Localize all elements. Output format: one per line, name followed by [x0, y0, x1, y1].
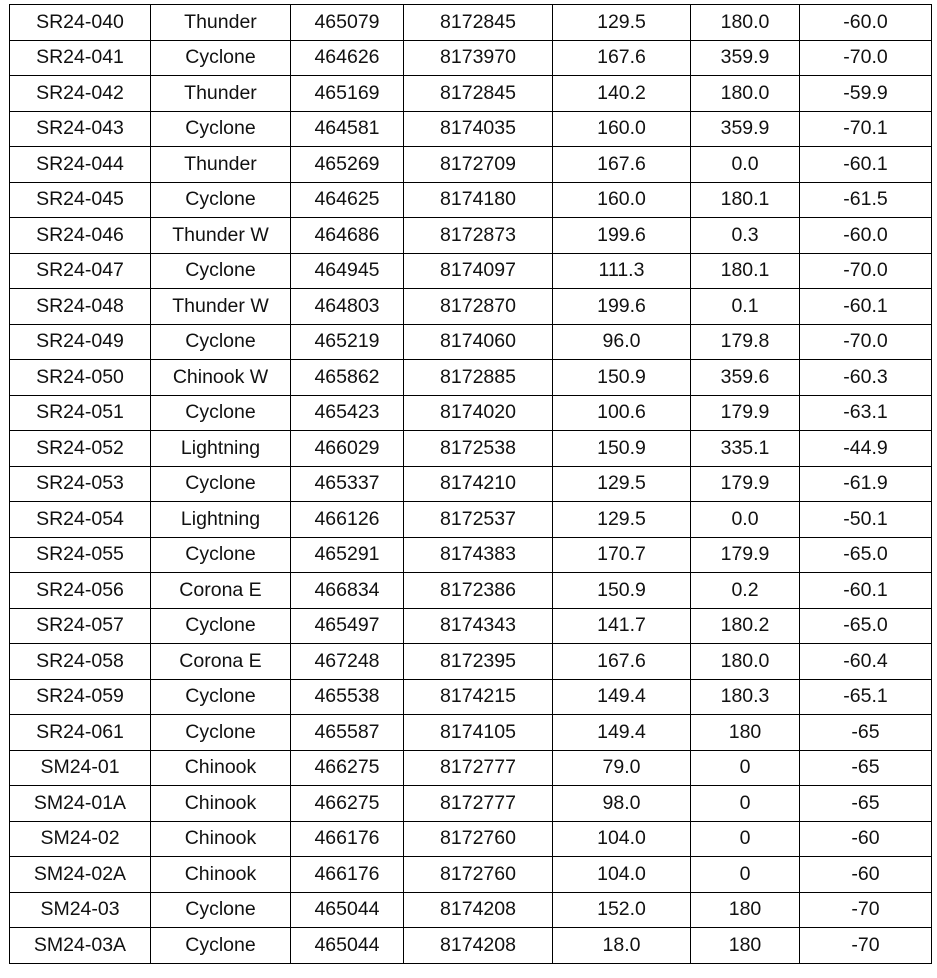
hole-id-cell: SR24-058 — [10, 644, 151, 680]
depth-cell: 140.2 — [553, 76, 691, 112]
hole-id-cell: SM24-03 — [10, 892, 151, 928]
table-row — [10, 182, 932, 218]
easting-cell: 466126 — [291, 502, 404, 538]
easting-cell: 464803 — [291, 289, 404, 325]
easting-cell: 465587 — [291, 715, 404, 751]
hole-id-cell: SR24-056 — [10, 573, 151, 609]
target-cell: Chinook — [151, 786, 291, 822]
target-cell: Chinook — [151, 750, 291, 786]
hole-id-cell: SM24-02A — [10, 857, 151, 893]
table-row — [10, 111, 932, 147]
northing-cell: 8174105 — [404, 715, 553, 751]
table-row — [10, 715, 932, 751]
table-row — [10, 573, 932, 609]
hole-id-cell: SR24-048 — [10, 289, 151, 325]
easting-cell: 465337 — [291, 466, 404, 502]
hole-id-cell: SR24-040 — [10, 5, 151, 41]
target-cell: Cyclone — [151, 324, 291, 360]
drill-hole-table-container — [9, 4, 932, 964]
target-cell: Cyclone — [151, 715, 291, 751]
dip-cell: -60 — [800, 857, 932, 893]
depth-cell: 150.9 — [553, 573, 691, 609]
table-row — [10, 537, 932, 573]
azimuth-cell: 179.8 — [691, 324, 800, 360]
depth-cell: 167.6 — [553, 644, 691, 680]
easting-cell: 465169 — [291, 76, 404, 112]
hole-id-cell: SR24-051 — [10, 395, 151, 431]
hole-id-cell: SR24-052 — [10, 431, 151, 467]
depth-cell: 129.5 — [553, 502, 691, 538]
target-cell: Cyclone — [151, 892, 291, 928]
azimuth-cell: 0 — [691, 821, 800, 857]
azimuth-cell: 0 — [691, 786, 800, 822]
depth-cell: 167.6 — [553, 147, 691, 183]
dip-cell: -50.1 — [800, 502, 932, 538]
table-row — [10, 289, 932, 325]
northing-cell: 8174343 — [404, 608, 553, 644]
hole-id-cell: SM24-03A — [10, 928, 151, 964]
dip-cell: -65 — [800, 750, 932, 786]
depth-cell: 141.7 — [553, 608, 691, 644]
easting-cell: 465219 — [291, 324, 404, 360]
target-cell: Corona E — [151, 644, 291, 680]
northing-cell: 8172870 — [404, 289, 553, 325]
azimuth-cell: 359.9 — [691, 111, 800, 147]
northing-cell: 8174097 — [404, 253, 553, 289]
table-row — [10, 466, 932, 502]
depth-cell: 100.6 — [553, 395, 691, 431]
target-cell: Cyclone — [151, 395, 291, 431]
depth-cell: 79.0 — [553, 750, 691, 786]
azimuth-cell: 0 — [691, 750, 800, 786]
dip-cell: -70.0 — [800, 324, 932, 360]
table-row — [10, 324, 932, 360]
easting-cell: 464945 — [291, 253, 404, 289]
hole-id-cell: SR24-041 — [10, 40, 151, 76]
easting-cell: 464625 — [291, 182, 404, 218]
target-cell: Lightning — [151, 502, 291, 538]
dip-cell: -59.9 — [800, 76, 932, 112]
target-cell: Corona E — [151, 573, 291, 609]
hole-id-cell: SR24-042 — [10, 76, 151, 112]
dip-cell: -60.1 — [800, 573, 932, 609]
target-cell: Chinook W — [151, 360, 291, 396]
easting-cell: 465423 — [291, 395, 404, 431]
table-row — [10, 644, 932, 680]
northing-cell: 8174215 — [404, 679, 553, 715]
depth-cell: 199.6 — [553, 218, 691, 254]
northing-cell: 8174180 — [404, 182, 553, 218]
depth-cell: 104.0 — [553, 821, 691, 857]
table-row — [10, 147, 932, 183]
dip-cell: -70 — [800, 928, 932, 964]
target-cell: Cyclone — [151, 111, 291, 147]
dip-cell: -65.0 — [800, 537, 932, 573]
hole-id-cell: SR24-044 — [10, 147, 151, 183]
azimuth-cell: 180.1 — [691, 182, 800, 218]
azimuth-cell: 0.2 — [691, 573, 800, 609]
table-row — [10, 502, 932, 538]
hole-id-cell: SM24-01A — [10, 786, 151, 822]
table-row — [10, 928, 932, 964]
dip-cell: -44.9 — [800, 431, 932, 467]
azimuth-cell: 180.2 — [691, 608, 800, 644]
target-cell: Cyclone — [151, 253, 291, 289]
table-row — [10, 395, 932, 431]
northing-cell: 8172845 — [404, 5, 553, 41]
table-row — [10, 360, 932, 396]
easting-cell: 465044 — [291, 928, 404, 964]
dip-cell: -65 — [800, 786, 932, 822]
depth-cell: 129.5 — [553, 466, 691, 502]
easting-cell: 465291 — [291, 537, 404, 573]
azimuth-cell: 180 — [691, 928, 800, 964]
dip-cell: -65 — [800, 715, 932, 751]
table-row — [10, 892, 932, 928]
drill-hole-table — [9, 4, 932, 964]
target-cell: Cyclone — [151, 182, 291, 218]
northing-cell: 8172760 — [404, 857, 553, 893]
target-cell: Cyclone — [151, 40, 291, 76]
northing-cell: 8172395 — [404, 644, 553, 680]
depth-cell: 170.7 — [553, 537, 691, 573]
target-cell: Thunder — [151, 5, 291, 41]
northing-cell: 8174210 — [404, 466, 553, 502]
hole-id-cell: SR24-049 — [10, 324, 151, 360]
table-row — [10, 253, 932, 289]
dip-cell: -60.1 — [800, 147, 932, 183]
azimuth-cell: 180.3 — [691, 679, 800, 715]
target-cell: Chinook — [151, 821, 291, 857]
depth-cell: 96.0 — [553, 324, 691, 360]
azimuth-cell: 180 — [691, 715, 800, 751]
easting-cell: 467248 — [291, 644, 404, 680]
azimuth-cell: 0.0 — [691, 502, 800, 538]
easting-cell: 464581 — [291, 111, 404, 147]
azimuth-cell: 0 — [691, 857, 800, 893]
dip-cell: -60.4 — [800, 644, 932, 680]
target-cell: Cyclone — [151, 679, 291, 715]
northing-cell: 8174020 — [404, 395, 553, 431]
hole-id-cell: SR24-046 — [10, 218, 151, 254]
depth-cell: 129.5 — [553, 5, 691, 41]
hole-id-cell: SR24-061 — [10, 715, 151, 751]
azimuth-cell: 180 — [691, 892, 800, 928]
northing-cell: 8172777 — [404, 750, 553, 786]
table-row — [10, 786, 932, 822]
depth-cell: 150.9 — [553, 431, 691, 467]
hole-id-cell: SR24-043 — [10, 111, 151, 147]
hole-id-cell: SR24-055 — [10, 537, 151, 573]
target-cell: Thunder W — [151, 218, 291, 254]
easting-cell: 465538 — [291, 679, 404, 715]
dip-cell: -70.0 — [800, 253, 932, 289]
table-row — [10, 76, 932, 112]
northing-cell: 8174035 — [404, 111, 553, 147]
azimuth-cell: 180.0 — [691, 5, 800, 41]
easting-cell: 465497 — [291, 608, 404, 644]
easting-cell: 465862 — [291, 360, 404, 396]
northing-cell: 8172777 — [404, 786, 553, 822]
azimuth-cell: 179.9 — [691, 395, 800, 431]
northing-cell: 8174383 — [404, 537, 553, 573]
depth-cell: 199.6 — [553, 289, 691, 325]
dip-cell: -65.1 — [800, 679, 932, 715]
azimuth-cell: 0.0 — [691, 147, 800, 183]
azimuth-cell: 0.1 — [691, 289, 800, 325]
azimuth-cell: 359.6 — [691, 360, 800, 396]
depth-cell: 167.6 — [553, 40, 691, 76]
depth-cell: 18.0 — [553, 928, 691, 964]
dip-cell: -60 — [800, 821, 932, 857]
depth-cell: 104.0 — [553, 857, 691, 893]
easting-cell: 465044 — [291, 892, 404, 928]
table-row — [10, 821, 932, 857]
hole-id-cell: SR24-059 — [10, 679, 151, 715]
dip-cell: -61.5 — [800, 182, 932, 218]
table-row — [10, 40, 932, 76]
easting-cell: 466275 — [291, 786, 404, 822]
dip-cell: -61.9 — [800, 466, 932, 502]
target-cell: Thunder — [151, 147, 291, 183]
dip-cell: -70.0 — [800, 40, 932, 76]
easting-cell: 464686 — [291, 218, 404, 254]
hole-id-cell: SR24-054 — [10, 502, 151, 538]
table-row — [10, 5, 932, 41]
hole-id-cell: SR24-045 — [10, 182, 151, 218]
depth-cell: 98.0 — [553, 786, 691, 822]
northing-cell: 8172885 — [404, 360, 553, 396]
hole-id-cell: SR24-050 — [10, 360, 151, 396]
table-row — [10, 750, 932, 786]
azimuth-cell: 180.1 — [691, 253, 800, 289]
depth-cell: 160.0 — [553, 182, 691, 218]
dip-cell: -70 — [800, 892, 932, 928]
table-row — [10, 608, 932, 644]
table-row — [10, 431, 932, 467]
easting-cell: 466176 — [291, 821, 404, 857]
northing-cell: 8172845 — [404, 76, 553, 112]
dip-cell: -60.1 — [800, 289, 932, 325]
easting-cell: 466275 — [291, 750, 404, 786]
northing-cell: 8172538 — [404, 431, 553, 467]
easting-cell: 466176 — [291, 857, 404, 893]
target-cell: Chinook — [151, 857, 291, 893]
depth-cell: 111.3 — [553, 253, 691, 289]
northing-cell: 8174208 — [404, 892, 553, 928]
northing-cell: 8173970 — [404, 40, 553, 76]
target-cell: Cyclone — [151, 466, 291, 502]
northing-cell: 8174060 — [404, 324, 553, 360]
target-cell: Cyclone — [151, 537, 291, 573]
northing-cell: 8172537 — [404, 502, 553, 538]
azimuth-cell: 359.9 — [691, 40, 800, 76]
table-row — [10, 679, 932, 715]
azimuth-cell: 180.0 — [691, 644, 800, 680]
dip-cell: -65.0 — [800, 608, 932, 644]
table-row — [10, 857, 932, 893]
azimuth-cell: 180.0 — [691, 76, 800, 112]
azimuth-cell: 179.9 — [691, 537, 800, 573]
easting-cell: 466029 — [291, 431, 404, 467]
depth-cell: 149.4 — [553, 679, 691, 715]
depth-cell: 160.0 — [553, 111, 691, 147]
depth-cell: 150.9 — [553, 360, 691, 396]
dip-cell: -70.1 — [800, 111, 932, 147]
dip-cell: -63.1 — [800, 395, 932, 431]
northing-cell: 8172873 — [404, 218, 553, 254]
northing-cell: 8172760 — [404, 821, 553, 857]
easting-cell: 464626 — [291, 40, 404, 76]
hole-id-cell: SM24-02 — [10, 821, 151, 857]
target-cell: Thunder — [151, 76, 291, 112]
easting-cell: 465269 — [291, 147, 404, 183]
target-cell: Lightning — [151, 431, 291, 467]
azimuth-cell: 335.1 — [691, 431, 800, 467]
table-body — [10, 5, 932, 964]
dip-cell: -60.3 — [800, 360, 932, 396]
azimuth-cell: 179.9 — [691, 466, 800, 502]
hole-id-cell: SM24-01 — [10, 750, 151, 786]
depth-cell: 152.0 — [553, 892, 691, 928]
hole-id-cell: SR24-047 — [10, 253, 151, 289]
depth-cell: 149.4 — [553, 715, 691, 751]
hole-id-cell: SR24-057 — [10, 608, 151, 644]
easting-cell: 465079 — [291, 5, 404, 41]
easting-cell: 466834 — [291, 573, 404, 609]
northing-cell: 8172709 — [404, 147, 553, 183]
target-cell: Cyclone — [151, 608, 291, 644]
dip-cell: -60.0 — [800, 5, 932, 41]
target-cell: Cyclone — [151, 928, 291, 964]
azimuth-cell: 0.3 — [691, 218, 800, 254]
northing-cell: 8172386 — [404, 573, 553, 609]
target-cell: Thunder W — [151, 289, 291, 325]
northing-cell: 8174208 — [404, 928, 553, 964]
hole-id-cell: SR24-053 — [10, 466, 151, 502]
dip-cell: -60.0 — [800, 218, 932, 254]
table-row — [10, 218, 932, 254]
